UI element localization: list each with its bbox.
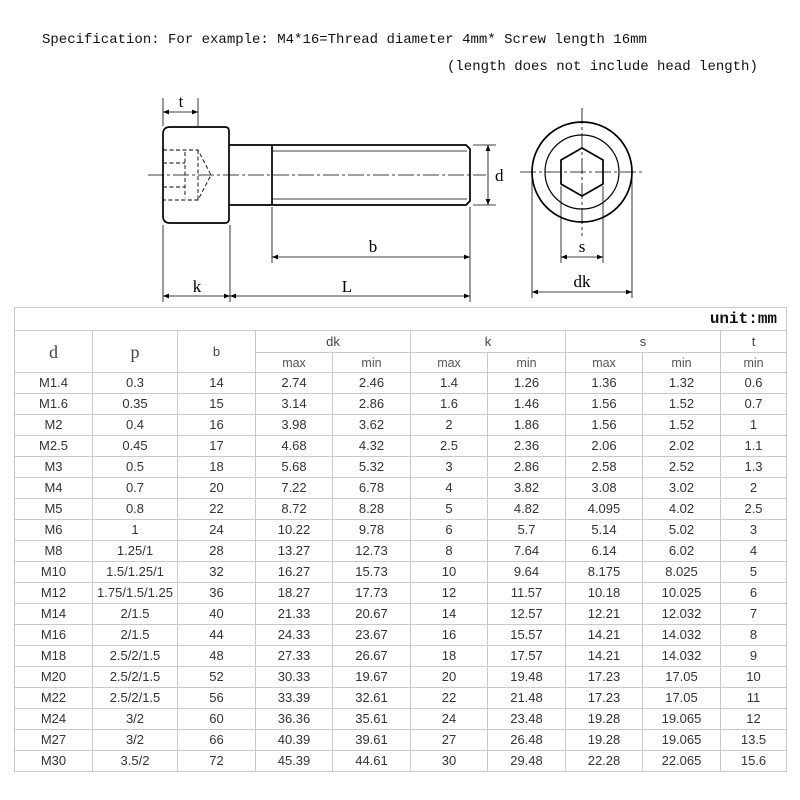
cell-d: M27 [15,730,93,751]
cell-s-min: 19.065 [643,730,721,751]
cell-s-min: 6.02 [643,541,721,562]
dim-d-label: d [495,166,504,185]
cell-dk-max: 8.72 [256,499,333,520]
cell-k-min: 17.57 [488,646,566,667]
cell-dk-min: 32.61 [333,688,411,709]
cell-s-min: 2.02 [643,436,721,457]
cell-dk-max: 7.22 [256,478,333,499]
table-row [15,394,787,415]
cell-s-min: 17.05 [643,688,721,709]
cell-dk-max: 30.33 [256,667,333,688]
table-row [15,415,787,436]
cell-dk-min: 15.73 [333,562,411,583]
subheader-k-min: min [488,353,566,373]
cell-dk-max: 36.36 [256,709,333,730]
cell-dk-max: 18.27 [256,583,333,604]
subheader-s-min: min [643,353,721,373]
cell-s-max: 1.56 [566,415,643,436]
header-dk: dk [256,331,411,353]
length-note-text: (length does not include head length) [447,59,758,75]
cell-d: M30 [15,751,93,772]
cell-s-max: 14.21 [566,625,643,646]
table-row [15,478,787,499]
cell-d: M14 [15,604,93,625]
cell-dk-min: 9.78 [333,520,411,541]
cell-p: 3/2 [93,730,178,751]
header-p: p [93,331,178,373]
cell-s-min: 1.52 [643,394,721,415]
cell-s-min: 3.02 [643,478,721,499]
table-row [15,667,787,688]
cell-d: M20 [15,667,93,688]
cell-k-max: 1.4 [411,373,488,394]
cell-t-min: 12 [721,709,787,730]
cell-b: 32 [178,562,256,583]
cell-t-min: 7 [721,604,787,625]
cell-k-min: 2.86 [488,457,566,478]
cell-dk-max: 3.98 [256,415,333,436]
table-row [15,373,787,394]
cell-p: 3.5/2 [93,751,178,772]
cell-s-max: 10.18 [566,583,643,604]
cell-d: M5 [15,499,93,520]
cell-p: 1.25/1 [93,541,178,562]
cell-b: 14 [178,373,256,394]
cell-d: M6 [15,520,93,541]
subheader-t-min: min [721,353,787,373]
cell-s-max: 3.08 [566,478,643,499]
cell-dk-max: 45.39 [256,751,333,772]
cell-dk-min: 17.73 [333,583,411,604]
cell-dk-max: 24.33 [256,625,333,646]
cell-dk-min: 26.67 [333,646,411,667]
cell-t-min: 0.7 [721,394,787,415]
dim-b-label: b [368,237,378,256]
cell-k-min: 9.64 [488,562,566,583]
table-row [15,751,787,772]
cell-t-min: 2 [721,478,787,499]
cell-k-max: 18 [411,646,488,667]
subheader-dk-min: min [333,353,411,373]
table-row [15,457,787,478]
cell-p: 0.45 [93,436,178,457]
specification-example-text: Specification: For example: M4*16=Thread diameter 4mm* Screw length 16mm [42,32,647,48]
cell-s-min: 10.025 [643,583,721,604]
cell-b: 16 [178,415,256,436]
cell-k-min: 19.48 [488,667,566,688]
header-d: d [15,331,93,373]
cell-p: 2.5/2/1.5 [93,688,178,709]
cell-k-min: 11.57 [488,583,566,604]
cell-s-max: 5.14 [566,520,643,541]
cell-t-min: 9 [721,646,787,667]
cell-k-max: 2 [411,415,488,436]
cell-b: 18 [178,457,256,478]
cell-s-max: 8.175 [566,562,643,583]
cell-d: M3 [15,457,93,478]
cell-dk-max: 5.68 [256,457,333,478]
dimension-t [163,92,198,126]
cell-k-max: 22 [411,688,488,709]
cell-dk-min: 4.32 [333,436,411,457]
cell-d: M2 [15,415,93,436]
cell-t-min: 2.5 [721,499,787,520]
cell-t-min: 10 [721,667,787,688]
cell-k-max: 6 [411,520,488,541]
cell-p: 3/2 [93,709,178,730]
cell-t-min: 1 [721,415,787,436]
cell-s-max: 19.28 [566,709,643,730]
dim-k-label: k [192,277,202,296]
cell-s-max: 6.14 [566,541,643,562]
cell-s-min: 8.025 [643,562,721,583]
cell-s-min: 2.52 [643,457,721,478]
cell-k-min: 4.82 [488,499,566,520]
cell-p: 0.5 [93,457,178,478]
cell-k-min: 26.48 [488,730,566,751]
header-b: b [178,331,256,373]
cell-dk-min: 6.78 [333,478,411,499]
cell-s-min: 5.02 [643,520,721,541]
subheader-s-max: max [566,353,643,373]
table-row [15,499,787,520]
cell-dk-min: 20.67 [333,604,411,625]
cell-s-max: 19.28 [566,730,643,751]
cell-t-min: 4 [721,541,787,562]
cell-k-min: 1.86 [488,415,566,436]
subheader-dk-max: max [256,353,333,373]
cell-s-min: 12.032 [643,604,721,625]
cell-k-max: 27 [411,730,488,751]
cell-dk-max: 27.33 [256,646,333,667]
cell-p: 0.7 [93,478,178,499]
cell-t-min: 1.1 [721,436,787,457]
cell-s-min: 4.02 [643,499,721,520]
cell-dk-min: 8.28 [333,499,411,520]
cell-dk-max: 33.39 [256,688,333,709]
cell-k-min: 2.36 [488,436,566,457]
cell-p: 1.75/1.5/1.25 [93,583,178,604]
table-row [15,646,787,667]
cell-k-min: 23.48 [488,709,566,730]
cell-d: M12 [15,583,93,604]
cell-b: 60 [178,709,256,730]
cell-t-min: 11 [721,688,787,709]
cell-k-max: 14 [411,604,488,625]
cell-b: 40 [178,604,256,625]
cell-d: M4 [15,478,93,499]
header-s: s [566,331,721,353]
cell-dk-min: 35.61 [333,709,411,730]
table-row [15,436,787,457]
cell-k-max: 24 [411,709,488,730]
dim-L-label: L [341,277,353,296]
cell-t-min: 13.5 [721,730,787,751]
table-row [15,688,787,709]
cell-d: M1.6 [15,394,93,415]
cell-t-min: 8 [721,625,787,646]
cell-s-min: 1.32 [643,373,721,394]
dim-t-label: t [178,92,184,111]
cell-b: 72 [178,751,256,772]
cell-dk-max: 13.27 [256,541,333,562]
cell-d: M18 [15,646,93,667]
cell-k-max: 5 [411,499,488,520]
cell-t-min: 6 [721,583,787,604]
cell-dk-min: 44.61 [333,751,411,772]
cell-dk-max: 10.22 [256,520,333,541]
cell-s-max: 2.58 [566,457,643,478]
dimension-b [272,207,470,302]
dimension-L [230,277,470,296]
dim-dk-label: dk [573,272,591,291]
dim-s-label: s [578,237,586,256]
end-view [520,108,645,236]
cell-s-min: 19.065 [643,709,721,730]
cell-t-min: 0.6 [721,373,787,394]
cell-b: 22 [178,499,256,520]
cell-dk-max: 40.39 [256,730,333,751]
cell-p: 0.8 [93,499,178,520]
table-row [15,709,787,730]
cell-dk-max: 2.74 [256,373,333,394]
unit-row [15,308,787,331]
cell-s-max: 1.36 [566,373,643,394]
cell-k-min: 1.46 [488,394,566,415]
header-row [15,331,787,353]
table-row [15,520,787,541]
cell-s-max: 17.23 [566,667,643,688]
cell-d: M16 [15,625,93,646]
cell-s-max: 14.21 [566,646,643,667]
cell-k-max: 20 [411,667,488,688]
cell-dk-min: 2.86 [333,394,411,415]
cell-p: 1 [93,520,178,541]
cell-d: M8 [15,541,93,562]
cell-k-max: 16 [411,625,488,646]
cell-k-min: 29.48 [488,751,566,772]
cell-k-min: 3.82 [488,478,566,499]
table-row [15,604,787,625]
table-row [15,583,787,604]
cell-dk-min: 3.62 [333,415,411,436]
side-view [148,127,486,223]
cell-d: M22 [15,688,93,709]
cell-t-min: 1.3 [721,457,787,478]
table-row [15,541,787,562]
cell-p: 0.4 [93,415,178,436]
cell-s-max: 4.095 [566,499,643,520]
header-k: k [411,331,566,353]
cell-b: 17 [178,436,256,457]
cell-k-min: 1.26 [488,373,566,394]
cell-dk-min: 5.32 [333,457,411,478]
cell-dk-min: 23.67 [333,625,411,646]
cell-k-max: 2.5 [411,436,488,457]
cell-p: 1.5/1.25/1 [93,562,178,583]
table-row [15,625,787,646]
cell-s-max: 12.21 [566,604,643,625]
cell-s-min: 1.52 [643,415,721,436]
cell-b: 44 [178,625,256,646]
unit-label: unit:mm [15,308,787,331]
cell-p: 2.5/2/1.5 [93,667,178,688]
cell-s-max: 22.28 [566,751,643,772]
cell-k-max: 12 [411,583,488,604]
cell-dk-max: 16.27 [256,562,333,583]
cell-d: M24 [15,709,93,730]
cell-s-min: 17.05 [643,667,721,688]
screw-technical-drawing [0,0,800,306]
cell-b: 24 [178,520,256,541]
cell-dk-max: 4.68 [256,436,333,457]
spec-table [14,307,787,772]
cell-p: 2.5/2/1.5 [93,646,178,667]
cell-b: 20 [178,478,256,499]
cell-t-min: 15.6 [721,751,787,772]
table-row [15,730,787,751]
cell-k-max: 4 [411,478,488,499]
cell-b: 48 [178,646,256,667]
cell-k-max: 3 [411,457,488,478]
cell-t-min: 5 [721,562,787,583]
cell-p: 0.35 [93,394,178,415]
cell-dk-min: 12.73 [333,541,411,562]
cell-k-min: 5.7 [488,520,566,541]
header-t: t [721,331,787,353]
cell-k-max: 10 [411,562,488,583]
cell-dk-min: 19.67 [333,667,411,688]
cell-d: M2.5 [15,436,93,457]
cell-dk-min: 39.61 [333,730,411,751]
table-row [15,562,787,583]
cell-k-max: 1.6 [411,394,488,415]
cell-b: 36 [178,583,256,604]
cell-s-max: 2.06 [566,436,643,457]
cell-k-min: 21.48 [488,688,566,709]
cell-p: 2/1.5 [93,604,178,625]
cell-b: 52 [178,667,256,688]
cell-b: 15 [178,394,256,415]
cell-s-min: 14.032 [643,646,721,667]
cell-t-min: 3 [721,520,787,541]
subheader-k-max: max [411,353,488,373]
cell-k-max: 30 [411,751,488,772]
cell-k-min: 15.57 [488,625,566,646]
cell-k-min: 12.57 [488,604,566,625]
cell-s-min: 22.065 [643,751,721,772]
cell-d: M10 [15,562,93,583]
cell-b: 28 [178,541,256,562]
cell-b: 56 [178,688,256,709]
cell-dk-min: 2.46 [333,373,411,394]
cell-d: M1.4 [15,373,93,394]
cell-p: 0.3 [93,373,178,394]
cell-s-min: 14.032 [643,625,721,646]
cell-s-max: 1.56 [566,394,643,415]
cell-p: 2/1.5 [93,625,178,646]
cell-b: 66 [178,730,256,751]
cell-dk-max: 21.33 [256,604,333,625]
cell-s-max: 17.23 [566,688,643,709]
cell-k-min: 7.64 [488,541,566,562]
dimension-k [163,225,230,302]
cell-k-max: 8 [411,541,488,562]
cell-dk-max: 3.14 [256,394,333,415]
